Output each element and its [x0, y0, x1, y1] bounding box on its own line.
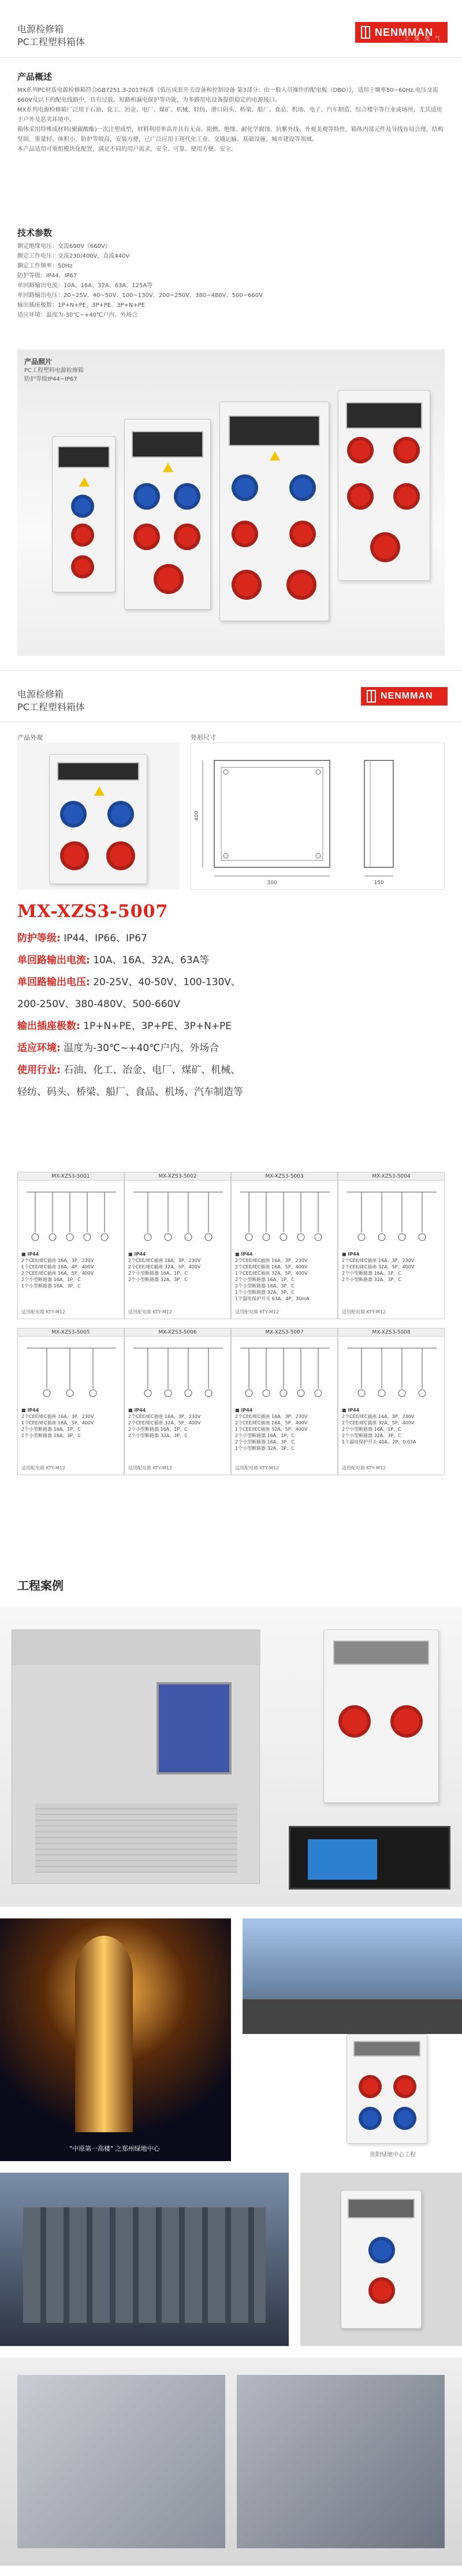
brand-logo[interactable] — [355, 22, 448, 43]
model-card-name: MX-XZS3-5008 — [338, 1328, 444, 1337]
model-line: 2个小型断路器 32A、3P、C — [342, 1277, 401, 1282]
red-socket-icon — [347, 483, 374, 510]
circuit-diagram-icon — [232, 1181, 337, 1250]
product-box-small — [52, 436, 116, 592]
red-socket-icon — [370, 532, 400, 562]
model-line: 2个CEE/IEC插座 16A、3P、230V — [21, 1414, 94, 1419]
tech-line: 适应环境：温度为-30℃~+40℃户内、外场合 — [17, 312, 138, 318]
model-card-name: MX-XZS3-5004 — [338, 1172, 444, 1181]
model-line: 2个小型断路器 32A、3P、C — [342, 1433, 401, 1438]
blue-socket-icon — [368, 2237, 395, 2263]
model-card[interactable]: MX-XZS3-5007 ■ IP44 2个CEE/IEC插座 16A、3P、230V 2个CEE/IEC插座 16A、5P、400V 1个CEE/IEC插座 32A、5P、400V 2个小型断路器 16A、1P、C 2个小型断路器 16A、3P、C 1个小型断路器 32A、3P、C 适用配电箱 KTY-M12 — [231, 1328, 338, 1475]
red-socket-icon — [133, 524, 160, 550]
model-card-name: MX-XZS3-5001 — [18, 1172, 124, 1181]
model-card[interactable]: MX-XZS3-5005 ■ IP44 2个CEE/IEC插座 16A、3P、230V 1个CEE/IEC插座 16A、5P、400V 2个小型断路器 16A、1P、C 1个小型断路器 16A、3P、C 适用配电箱 KTY-M12 — [17, 1328, 124, 1475]
red-socket-icon — [368, 2277, 395, 2304]
model-card-foot: 适用配电箱 KTY-M12 — [235, 1309, 279, 1315]
model-line: 2个CEE/IEC插座 16A、5P、400V — [235, 1420, 308, 1426]
red-socket-icon — [232, 570, 262, 600]
tech-title: 技术参数 — [17, 228, 53, 238]
model-card-name: MX-XZS3-5005 — [18, 1328, 124, 1337]
photo-title: 产品照片 — [24, 358, 53, 366]
overview-p1: MX系列PC材质电源检修箱符合GB7251.3-2017标准《低压成套开关设备和控制设备 第3部分：由一般人员操作的配电板（DBO）》，适用于频率50~60Hz,电压交流660V及以下的配电线路中，具有过载、短路和漏电保护等功能，为多路用电设备提供稳定的电源接口。 — [17, 87, 438, 103]
ip-rating: IP44 — [134, 1252, 146, 1257]
model-line: 1个小型断路器 32A、3P、C — [235, 1446, 295, 1451]
logo-text: NENMMAN — [375, 26, 433, 38]
product-box-large — [219, 402, 329, 621]
spec-value: 石油、化工、冶金、电厂、煤矿、机械、 — [64, 1064, 241, 1076]
warning-icon — [94, 786, 105, 796]
model-line: 2个小型断路器 32A、3P、C — [128, 1433, 188, 1438]
red-socket-icon — [154, 564, 184, 594]
spec-row — [17, 1015, 445, 1037]
spec-row — [17, 971, 445, 993]
red-socket-icon — [393, 2075, 416, 2098]
spec-value: 温度为-30℃~+40℃户内、外场合 — [64, 1042, 219, 1054]
model-card[interactable]: MX-XZS3-5006 ■ IP44 2个CEE/IEC插座 16A、3P、230V 2个CEE/IEC插座 32A、5P、400V 2个小型断路器 16A、1P、C 2个小型断路器 32A、3P、C 适用配电箱 KTY-M12 — [124, 1328, 231, 1475]
model-line: 2个CEE/IEC插座 16A、3P、230V — [235, 1258, 308, 1263]
spec-value: 轻纺、码头、桥梁、船厂、食品、机场、汽车制造等 — [17, 1086, 243, 1098]
ip-rating: IP44 — [241, 1408, 253, 1413]
model-card-foot: 适用配电箱 KTY-M12 — [235, 1465, 279, 1471]
model-card[interactable]: MX-XZS3-5001 ■ IP44 2个CEE/IEC插座 16A、3P、230V 1个CEE/IEC插座 16A、4P、400V 2个CEE/IEC插座 16A、5P、400V 2个小型断路器 16A、1P、C 1个小型断路器 16A、3P、C 适用配电箱 KTY-M12 — [17, 1172, 124, 1319]
project-photo-box-close — [300, 2173, 462, 2346]
model-line: 1个小型断路器 16A、3P、C — [21, 1283, 81, 1289]
dimension-label: 外形尺寸 — [191, 734, 216, 741]
model-card-foot: 适用配电箱 KTY-M12 — [21, 1465, 65, 1471]
model-line: 1个小型断路器 32A、3P、C — [235, 1290, 295, 1295]
dim-depth: 150 — [374, 880, 384, 886]
circuit-diagram-icon — [338, 1181, 444, 1250]
model-line: 1个漏电保护开关 40A、2P、0.03A — [342, 1439, 416, 1445]
section-header — [0, 670, 462, 722]
product-box-view — [49, 754, 147, 884]
spec-key: 输出插座极数: — [17, 1020, 80, 1032]
dim-height: 400 — [194, 811, 200, 821]
model-card-foot: 适用配电箱 KTY-M12 — [128, 1309, 172, 1315]
logo-text: NENMMAN — [381, 691, 433, 701]
red-socket-icon — [174, 524, 200, 550]
model-card-foot: 适用配电箱 KTY-M12 — [128, 1465, 172, 1471]
model-line: 2个小型断路器 16A、1P、C — [342, 1427, 401, 1432]
product-photo — [17, 350, 445, 656]
project-photo-railway — [243, 1918, 462, 2034]
model-line: 2个CEE/IEC插座 16A、3P、230V — [342, 1414, 415, 1419]
red-socket-icon — [390, 1705, 423, 1738]
warning-icon — [270, 451, 280, 461]
tech-line: 单回路输出电压：20~25V、40~50V、100~130V、200~250V、380~480V、500~660V — [17, 292, 263, 299]
photo-sub1: PC工程塑料电源检修箱 — [24, 368, 84, 374]
spec-row — [17, 949, 445, 971]
model-line: 2个小型断路器 16A、1P、C — [128, 1271, 188, 1276]
ip-rating: IP44 — [241, 1252, 253, 1257]
tech-line: 防护等级：IP44、IP67 — [17, 273, 77, 279]
model-line: 1个CEE/IEC插座 32A、5P、400V — [235, 1271, 308, 1276]
red-socket-icon — [393, 437, 420, 463]
tech-list — [17, 242, 445, 320]
model-line: 1个CEE/IEC插座 32A、5P、400V — [235, 1427, 308, 1432]
spec-value: 1P+N+PE、3P+PE、3P+N+PE — [83, 1020, 232, 1032]
blue-socket-icon — [174, 483, 200, 510]
logo-mark-icon — [361, 26, 370, 39]
project-box-outdoor — [346, 2034, 427, 2144]
model-line: 2个CEE/IEC插座 16A、5P、400V — [235, 1264, 308, 1270]
model-card[interactable]: MX-XZS3-5003 ■ IP44 2个CEE/IEC插座 16A、3P、230V 2个CEE/IEC插座 16A、5P、400V 1个CEE/IEC插座 32A、5P、400V 2个小型断路器 16A、1P、C 2个小型断路器 16A、3P、C 1个小型断路器 32A、3P、C 1个漏电保护开关 63A、4P、30mA 适用配电箱 KTY-M12 — [231, 1172, 338, 1319]
spec-key: 单回路输出电压: — [17, 977, 90, 988]
spec-value: 20-25V、40-50V、100-130V、 — [93, 977, 241, 988]
blue-socket-icon — [232, 474, 258, 501]
tech-line: 额定绝缘电压：交流690V（660V） — [17, 243, 111, 250]
tech-line: 单回路输出电流：10A、16A、32A、63A、125A等 — [17, 283, 153, 289]
spec-row — [17, 1037, 445, 1059]
circuit-diagram-icon — [125, 1337, 230, 1406]
spec-value: IP44、IP66、IP67 — [64, 933, 147, 944]
model-card-name: MX-XZS3-5007 — [232, 1328, 337, 1337]
header-title-line2: PC工程塑料箱体 — [17, 36, 85, 47]
spec-key: 防护等级: — [17, 933, 61, 944]
model-line: 2个CEE/IEC插座 16A、3P、230V — [342, 1258, 415, 1263]
model-line: 2个小型断路器 32A、3P、C — [128, 1277, 188, 1282]
dimension-drawing — [191, 743, 445, 890]
project-box-small — [341, 2190, 422, 2329]
model-line: 1个CEE/IEC插座 16A、4P、400V — [21, 1264, 94, 1270]
red-socket-icon — [359, 2075, 382, 2098]
ip-rating: IP44 — [348, 1252, 360, 1257]
model-line: 2个CEE/IEC插座 16A、3P、230V — [235, 1414, 308, 1419]
warning-icon — [79, 477, 90, 487]
spec-value: 10A、16A、32A、63A等 — [93, 955, 210, 966]
red-socket-icon — [393, 483, 420, 510]
product-view-label: 产品外观 — [17, 734, 43, 741]
model-card[interactable]: MX-XZS3-5002 ■ IP44 2个CEE/IEC插座 16A、3P、230V 2个CEE/IEC插座 32A、5P、400V 2个小型断路器 16A、1P、C 2个小型断路器 32A、3P、C 适用配电箱 KTY-M12 — [124, 1172, 231, 1319]
blue-socket-icon — [60, 801, 87, 827]
model-line: 2个小型断路器 16A、1P、C — [235, 1277, 295, 1282]
product-box-medium — [124, 419, 211, 610]
project-photo-plant — [0, 2173, 289, 2346]
page-header — [0, 0, 462, 58]
blue-socket-icon — [359, 2107, 382, 2130]
red-socket-icon — [289, 521, 316, 547]
blue-socket-icon — [289, 474, 316, 501]
overview-title: 产品概述 — [17, 72, 53, 82]
spec-row — [17, 927, 445, 949]
overview-p4: 本产品适用可重组模块化配置，满足不同的用户需求，安全、可靠、使用方便、安全。 — [17, 146, 237, 153]
blue-socket-icon — [71, 495, 94, 518]
photo-sub2: 防护等级IP44~IP67 — [24, 376, 77, 383]
model-card-foot: 适用配电箱 KTY-M12 — [342, 1309, 386, 1315]
ip-rating: IP44 — [27, 1408, 39, 1413]
circuit-diagram-icon — [18, 1337, 124, 1406]
red-socket-icon — [286, 570, 316, 600]
model-line: 2个小型断路器 16A、3P、C — [235, 1439, 295, 1445]
overview-p2: MX系列电源检修箱广泛用于石油、化工、冶金、电厂、煤矿、机械、轻纺、港口码头、桥梁、船厂、食品、机场、电子、汽车制造、综合楼宇等行业或场所，尤其适用于户外及恶劣环境中。 — [17, 107, 442, 123]
model-card-foot: 适用配电箱 KTY-M12 — [342, 1465, 386, 1471]
test-chamber — [12, 1630, 260, 1884]
circuit-diagram-icon — [18, 1181, 124, 1250]
caption-tower: "中原第一高楼" 之郑州绿地中心 — [69, 2145, 160, 2152]
model-line: 2个CEE/IEC插座 32A、5P、400V — [128, 1264, 201, 1270]
logo-mark-icon — [367, 690, 376, 703]
model-line: 2个CEE/IEC插座 16A、3P、230V — [128, 1258, 201, 1263]
product-box-wide — [338, 390, 430, 581]
model-line: 2个CEE/IEC插座 16A、3P、230V — [128, 1414, 201, 1419]
spec-value: 200-250V、380-480V、500-660V — [17, 999, 180, 1010]
model-line: 2个小型断路器 16A、1P、C — [235, 1433, 295, 1438]
warning-icon — [163, 463, 173, 472]
model-card[interactable]: MX-XZS3-5004 ■ IP44 2个CEE/IEC插座 16A、3P、230V 2个CEE/IEC插座 32A、5P、400V 2个小型断路器 16A、1P、C 2个小型断路器 32A、3P、C 适用配电箱 KTY-M12 — [338, 1172, 445, 1319]
red-socket-icon — [338, 1705, 371, 1738]
red-socket-icon — [60, 841, 89, 870]
header2-line2: PC工程塑料箱体 — [17, 701, 85, 712]
spec-row — [17, 1059, 445, 1081]
red-socket-icon — [347, 437, 374, 463]
model-card[interactable]: MX-XZS3-5008 ■ IP44 2个CEE/IEC插座 16A、3P、230V 2个CEE/IEC插座 32A、5P、400V 2个小型断路器 16A、1P、C 2个小型断路器 32A、3P、C 1个漏电保护开关 40A、2P、0.03A 适用配电箱 KTY-M12 — [338, 1328, 445, 1475]
model-line: 2个小型断路器 16A、1P、C — [21, 1277, 81, 1282]
blue-socket-icon — [133, 483, 160, 510]
tech-line: 额定工作电压：交流230/400V，直流440V — [17, 253, 130, 259]
photo-label — [24, 357, 84, 384]
project-photo-lab — [0, 1606, 462, 1907]
model-line: 2个小型断路器 16A、1P、C — [128, 1427, 188, 1432]
red-socket-icon — [106, 841, 135, 870]
model-title: MX-XZS3-5007 — [17, 901, 169, 922]
spec-key: 单回路输出电流: — [17, 955, 90, 966]
model-line: 2个CEE/IEC插座 16A、5P、400V — [21, 1271, 94, 1276]
logo-subtext: 上 曼 电 气 — [404, 36, 442, 42]
model-line: 2个CEE/IEC插座 32A、5P、400V — [128, 1420, 201, 1426]
red-socket-icon — [71, 524, 94, 547]
ip-rating: IP44 — [27, 1252, 39, 1257]
model-line: 2个CEE/IEC插座 32A、5P、400V — [342, 1420, 415, 1426]
model-line: 2个CEE/IEC插座 16A、3P、230V — [21, 1258, 94, 1263]
header2-line1: 电源检修箱 — [17, 689, 64, 700]
model-line: 2个CEE/IEC插座 32A、5P、400V — [342, 1264, 415, 1270]
model-card-foot: 适用配电箱 KTY-M12 — [21, 1309, 65, 1315]
model-line: 1个漏电保护开关 63A、4P、30mA — [235, 1296, 310, 1301]
red-socket-icon — [71, 555, 94, 578]
red-socket-icon — [232, 521, 258, 547]
header-title — [17, 23, 85, 49]
spec-row — [17, 1081, 445, 1103]
blue-socket-icon — [393, 2107, 416, 2130]
spec-row — [17, 993, 445, 1015]
model-card-name: MX-XZS3-5003 — [232, 1172, 337, 1181]
circuit-diagram-icon — [125, 1181, 230, 1250]
spec-key: 使用行业: — [17, 1064, 61, 1076]
projects-title: 工程案例 — [17, 1579, 64, 1593]
circuit-diagram-icon — [338, 1337, 444, 1406]
model-line: 1个小型断路器 16A、3P、C — [21, 1433, 81, 1438]
product-view — [17, 743, 179, 890]
circuit-diagram-icon — [232, 1337, 337, 1406]
overview-p3: 箱体采用特殊成材料(聚碳酸酯)一次注塑成型，材料利用率高并具有无卤、阻燃、绝缘、耐化学腐蚀、抗紫外线、外观美观等特性，箱体内部元件及导线布局合理，结构坚固，重量轻、体积小，防护等级高，安装方便，已广泛应用于现代化工业、交通运输、基础设施、城市建设等领域。 — [17, 127, 444, 143]
brand-logo[interactable] — [361, 687, 448, 706]
control-panel — [289, 1826, 450, 1890]
model-line: 2个小型断路器 16A、1P、C — [21, 1427, 81, 1432]
blue-socket-icon — [107, 801, 134, 827]
spec-key: 适应环境: — [17, 1042, 61, 1054]
project-box — [323, 1630, 439, 1803]
header-title-line1: 电源检修箱 — [17, 24, 64, 35]
project-photo-bottom — [0, 2358, 462, 2566]
model-card-name: MX-XZS3-5006 — [125, 1328, 230, 1337]
tech-line: 额定工作频率：50Hz — [17, 263, 73, 269]
ip-rating: IP44 — [134, 1408, 146, 1413]
ip-rating: IP44 — [348, 1408, 360, 1413]
tech-line: 输出插座极数：1P+N+PE、3P+PE、3P+N+PE — [17, 302, 146, 309]
project-photo-tower — [0, 1918, 231, 2161]
model-line: 2个小型断路器 16A、1P、C — [342, 1271, 401, 1276]
dim-width: 300 — [267, 880, 277, 886]
caption-railway: 贵阳绿地中心工程 — [370, 2152, 416, 2158]
overview-text — [17, 86, 445, 154]
model-spec-list — [17, 927, 445, 1103]
model-line: 2个小型断路器 16A、3P、C — [235, 1283, 295, 1289]
model-line: 1个CEE/IEC插座 16A、5P、400V — [21, 1420, 94, 1426]
model-card-name: MX-XZS3-5002 — [125, 1172, 230, 1181]
